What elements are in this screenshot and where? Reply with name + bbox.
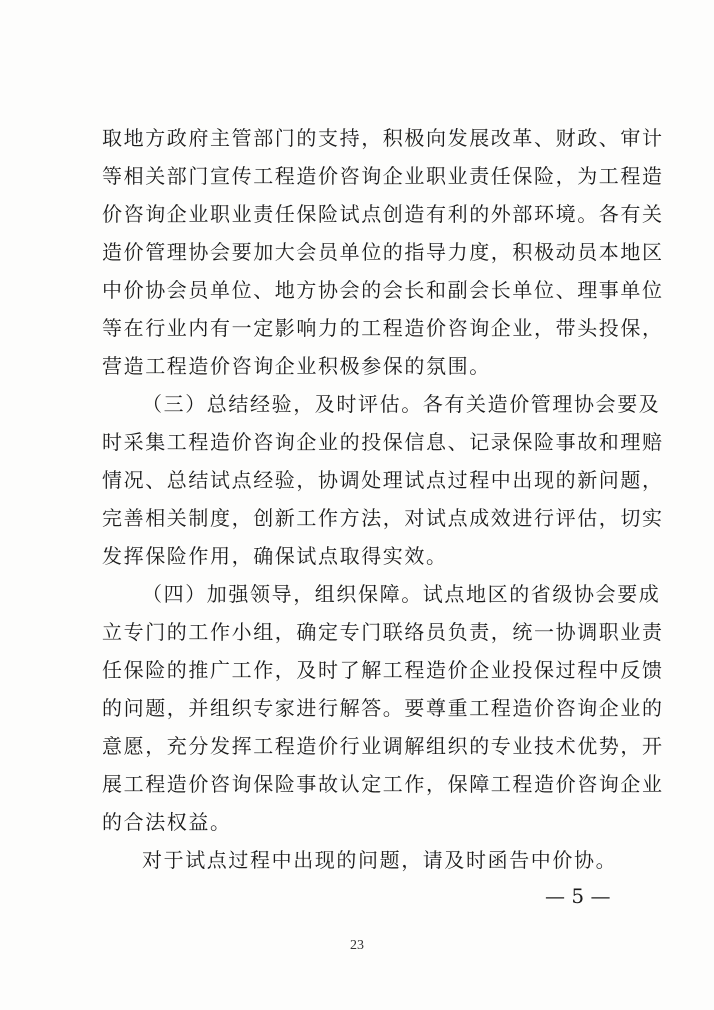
paragraph-1-line-5: 中价协会员单位、地方协会的会长和副会长单位、理事单位 [102, 278, 664, 302]
paragraph-2-line-4: 完善相关制度，创新工作方法，对试点成效进行评估，切实 [102, 506, 664, 530]
paragraph-1-line-6: 等在行业内有一定影响力的工程造价咨询企业，带头投保， [102, 316, 664, 340]
paragraph-3-line-6: 展工程造价咨询保险事故认定工作，保障工程造价咨询企业 [102, 772, 664, 796]
paragraph-1-line-4: 造价管理协会要加大会员单位的指导力度，积极动员本地区 [102, 240, 664, 264]
paragraph-3-line-7: 的合法权益。 [102, 810, 232, 834]
paragraph-4-line-1: 对于试点过程中出现的问题，请及时函告中价协。 [142, 848, 618, 872]
paragraph-2-line-5: 发挥保险作用，确保试点取得实效。 [102, 544, 448, 568]
paragraph-3-line-5: 意愿，充分发挥工程造价行业调解组织的专业技术优势，开 [102, 734, 664, 758]
paragraph-1-line-1: 取地方政府主管部门的支持，积极向发展改革、财政、审计 [102, 126, 664, 150]
paragraph-3-line-1: （四）加强领导，组织保障。试点地区的省级协会要成 [142, 582, 661, 606]
paragraph-1-line-2: 等相关部门宣传工程造价咨询企业职业责任保险，为工程造 [102, 164, 664, 188]
paragraph-2-line-2: 时采集工程造价咨询企业的投保信息、记录保险事故和理赔 [102, 430, 664, 454]
paragraph-2-line-3: 情况、总结试点经验，协调处理试点过程中出现的新问题， [102, 468, 664, 492]
paragraph-2-line-1: （三）总结经验，及时评估。各有关造价管理协会要及 [142, 392, 661, 416]
paragraph-3-line-2: 立专门的工作小组，确定专门联络员负责，统一协调职业责 [102, 620, 664, 644]
paragraph-1-line-3: 价咨询企业职业责任保险试点创造有利的外部环境。各有关 [102, 202, 664, 226]
page-marker: — 5 — [545, 884, 611, 908]
paragraph-1-line-7: 营造工程造价咨询企业积极参保的氛围。 [102, 354, 491, 378]
paragraph-3-line-3: 任保险的推广工作，及时了解工程造价企业投保过程中反馈 [102, 658, 664, 682]
page-footer-number: 23 [350, 938, 364, 953]
paragraph-3-line-4: 的问题，并组织专家进行解答。要尊重工程造价咨询企业的 [102, 696, 664, 720]
